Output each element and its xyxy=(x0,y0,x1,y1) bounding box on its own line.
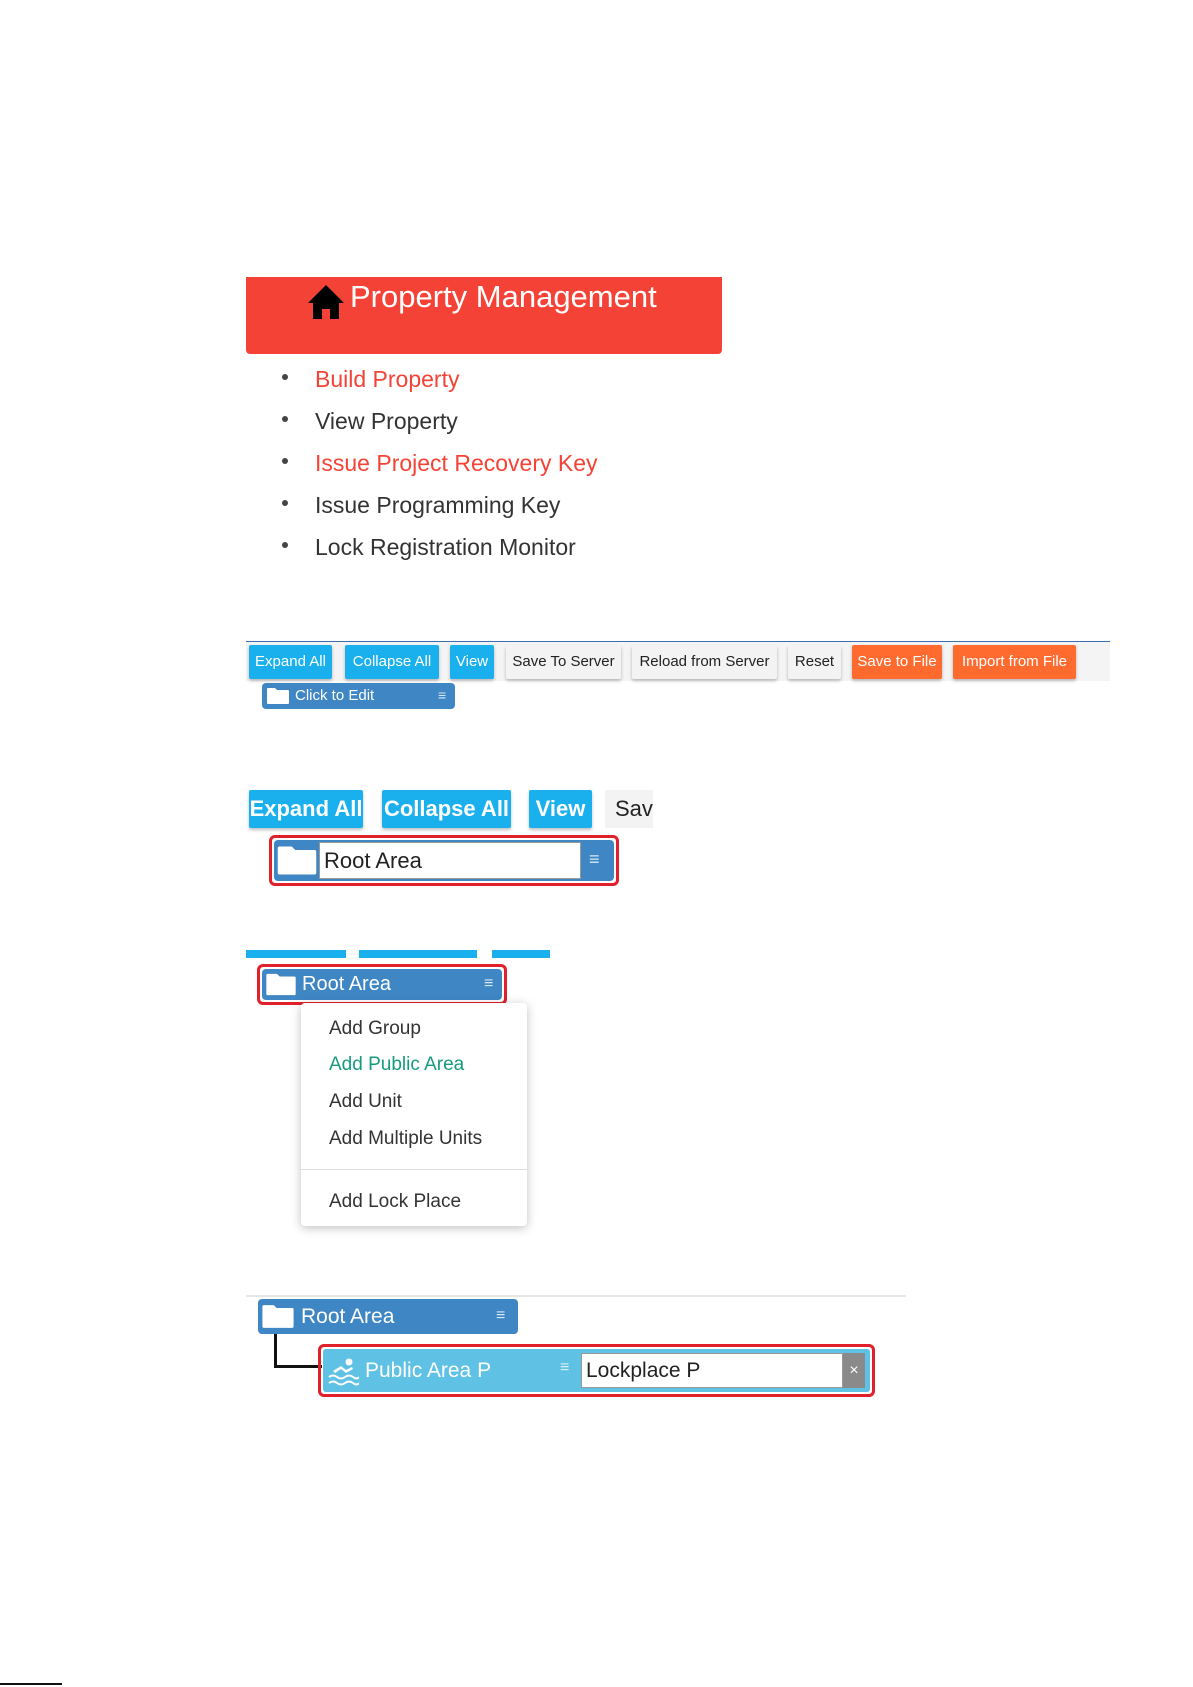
node-menu-icon[interactable]: ≡ xyxy=(589,849,600,869)
menu-item-view-property[interactable]: View Property xyxy=(278,400,598,442)
lockplace-name-input[interactable] xyxy=(581,1353,843,1388)
root-node[interactable] xyxy=(258,1299,518,1334)
tree-node[interactable] xyxy=(262,683,455,709)
node-menu-icon[interactable]: ≡ xyxy=(484,975,494,992)
folder-icon xyxy=(276,844,318,877)
root-node-label[interactable]: Root Area xyxy=(301,1305,395,1328)
expand-all-button[interactable]: Expand All xyxy=(249,645,332,679)
collapse-all-button[interactable]: Collapse All xyxy=(345,645,439,679)
reset-button[interactable]: Reset xyxy=(788,645,841,679)
node-menu-icon[interactable]: ≡ xyxy=(438,687,447,703)
toolbar-edge xyxy=(246,1295,906,1297)
tree-connector-vertical xyxy=(274,1334,277,1368)
node-name-input[interactable] xyxy=(319,842,581,879)
page-title: Property Management xyxy=(350,279,657,314)
home-icon xyxy=(306,281,346,321)
save-to-file-button[interactable]: Save to File xyxy=(852,645,942,679)
child-node-editing[interactable] xyxy=(323,1349,870,1392)
page-bottom-line xyxy=(0,1683,62,1685)
collapse-all-button-fragment xyxy=(359,950,477,958)
child-node-label[interactable]: Public Area P xyxy=(365,1359,492,1382)
expand-all-button-fragment xyxy=(246,950,346,958)
menu-item-lock-registration-monitor[interactable]: Lock Registration Monitor xyxy=(278,526,598,568)
reload-from-server-button[interactable]: Reload from Server xyxy=(632,645,777,679)
tree-node-label[interactable]: Click to Edit xyxy=(295,687,375,704)
expand-all-button-zoom[interactable]: Expand All xyxy=(249,790,363,828)
clear-input-button[interactable]: × xyxy=(843,1353,865,1388)
import-from-file-button[interactable]: Import from File xyxy=(953,645,1076,679)
menu-item-build-property[interactable]: Build Property xyxy=(278,358,598,400)
menu-item-add-lock-place[interactable]: Add Lock Place xyxy=(329,1191,462,1212)
property-management-header xyxy=(246,277,722,354)
root-node[interactable] xyxy=(262,969,502,1000)
save-to-server-button-partial[interactable]: Sav xyxy=(605,790,653,828)
save-to-server-button[interactable]: Save To Server xyxy=(506,645,621,679)
folder-icon xyxy=(266,687,290,705)
root-node-editing[interactable] xyxy=(274,840,614,881)
root-node-label[interactable]: Root Area xyxy=(302,973,391,995)
node-menu-icon[interactable]: ≡ xyxy=(560,1359,570,1376)
collapse-all-button-zoom[interactable]: Collapse All xyxy=(382,790,511,828)
menu-item-add-group[interactable]: Add Group xyxy=(329,1018,421,1039)
folder-icon xyxy=(265,972,297,997)
menu-item-issue-programming-key[interactable]: Issue Programming Key xyxy=(278,484,598,526)
menu-item-add-unit[interactable]: Add Unit xyxy=(329,1091,402,1112)
tree-connector-horizontal xyxy=(274,1365,322,1368)
menu-divider xyxy=(301,1169,527,1170)
pool-icon xyxy=(327,1355,359,1387)
menu-item-issue-project-recovery-key[interactable]: Issue Project Recovery Key xyxy=(278,442,598,484)
context-menu xyxy=(301,1003,527,1226)
view-button[interactable]: View xyxy=(450,645,494,679)
view-button-zoom[interactable]: View xyxy=(529,790,592,828)
folder-icon xyxy=(261,1303,295,1330)
node-menu-icon[interactable]: ≡ xyxy=(496,1307,506,1324)
menu-item-add-public-area[interactable]: Add Public Area xyxy=(329,1054,465,1075)
view-button-fragment xyxy=(492,950,550,958)
property-menu-list xyxy=(278,358,598,568)
menu-item-add-multiple-units[interactable]: Add Multiple Units xyxy=(329,1128,483,1149)
